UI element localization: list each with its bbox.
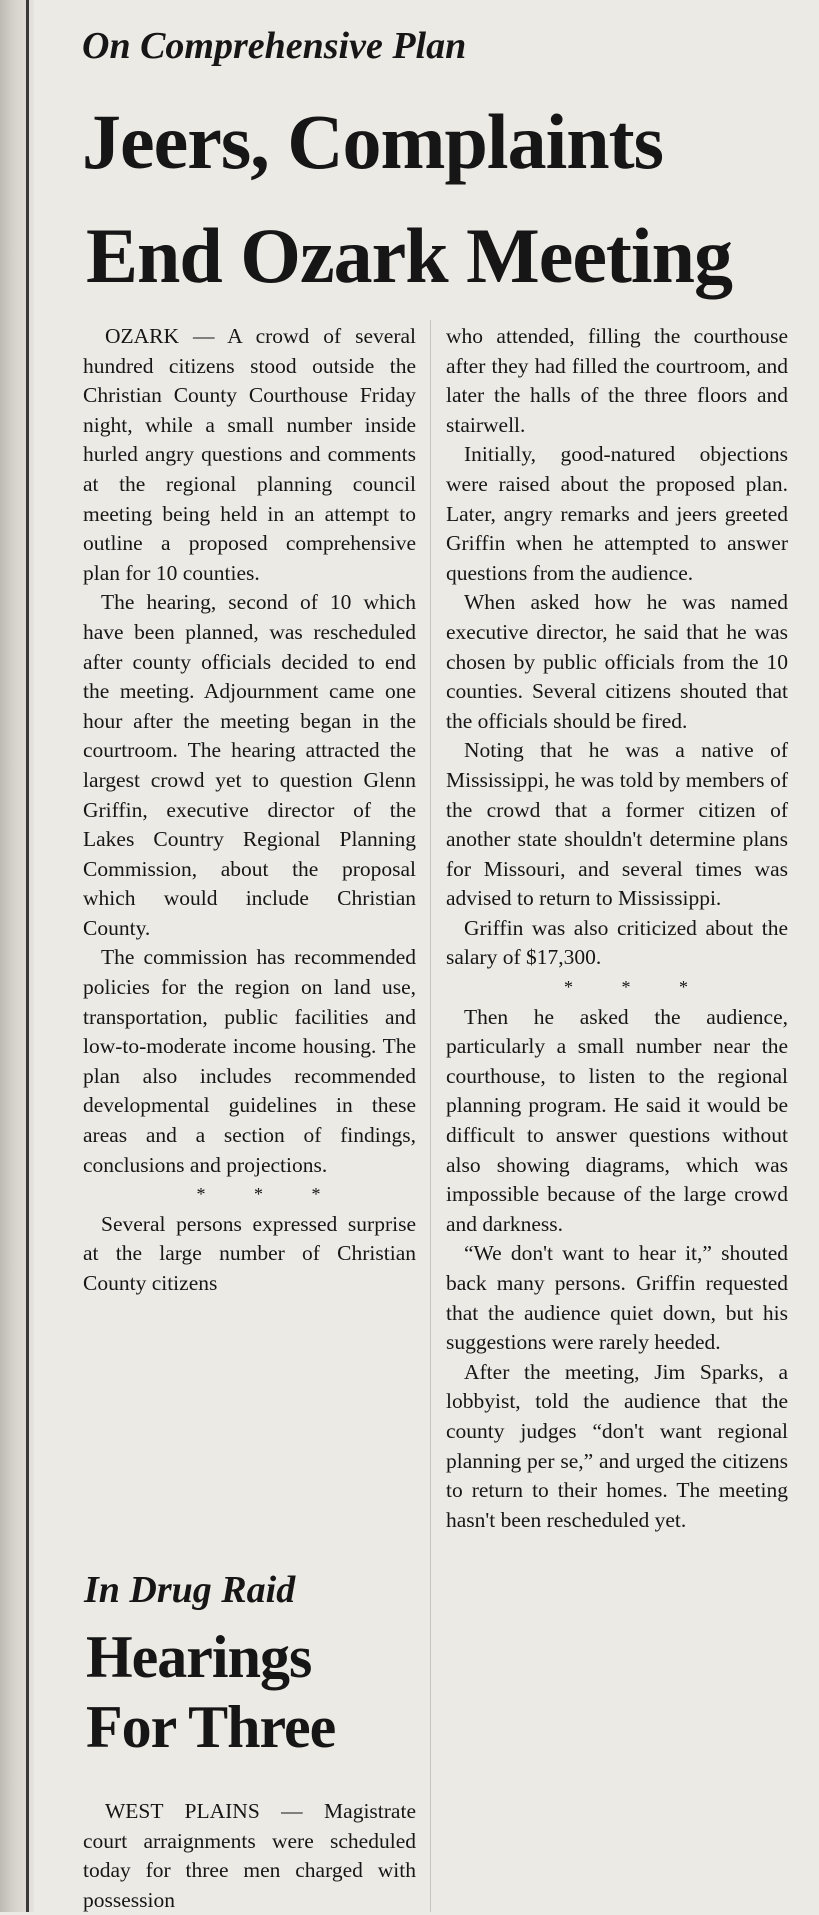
section-separator: * * * — [196, 1184, 343, 1205]
column-rule — [26, 0, 29, 1912]
article1-column1 — [83, 322, 416, 1299]
article-paragraph: Several persons expressed surprise at the large number of Christian County citizens — [83, 1211, 416, 1295]
article1-column2 — [446, 322, 788, 1535]
article1-headline-line2: End Ozark Meeting — [86, 212, 732, 299]
section-separator: * * * — [564, 977, 710, 998]
column-gutter — [430, 320, 431, 1912]
article2-column1 — [83, 1797, 416, 1915]
article-paragraph: Then he asked the audience, particularly a small number near the courthouse, to listen to the regional planning program. He said it would be difficult to answer questions without also showing diagrams, which was impossible because of the large crowd and darkness. — [446, 1004, 788, 1236]
article2-kicker: In Drug Raid — [84, 1569, 296, 1611]
article2-headline-line1: Hearings — [86, 1624, 312, 1690]
article1-kicker: On Comprehensive Plan — [82, 25, 467, 67]
article2-headline-line2: For Three — [86, 1694, 336, 1760]
article-paragraph: When asked how he was named executive director, he said that he was chosen by public officials from the 10 counties. Several citizens shouted that the officials should be fired. — [446, 590, 788, 733]
article-paragraph: The commission has recommended policies for the region on land use, transportation, public facilities and low-to-moderate income housing. The plan also includes recommended developmental guidelines in these areas and a section of findings, conclusions and projections. — [83, 945, 416, 1177]
article-paragraph: Griffin was also criticized about the salary of $17,300. — [446, 915, 788, 970]
article-paragraph: “We don't want to hear it,” shouted back many persons. Griffin requested that the audience quiet down, but his suggestions were rarely heeded. — [446, 1241, 788, 1355]
article-paragraph: After the meeting, Jim Sparks, a lobbyist, told the audience that the county judges “don't want regional planning per se,” and urged the citizens to return to their homes. The meeting hasn't been rescheduled yet. — [446, 1359, 788, 1532]
article-paragraph: Initially, good-natured objections were raised about the proposed plan. Later, angry remarks and jeers greeted Griffin when he attempted to answer questions from the audience. — [446, 442, 788, 585]
article-paragraph: who attended, filling the courthouse after they had filled the courtroom, and later the halls of the three floors and stairwell. — [446, 324, 788, 437]
article1-headline-line1: Jeers, Complaints — [82, 98, 663, 185]
article-paragraph: WEST PLAINS — Magistrate court arraignments were scheduled today for three men charged with possession — [83, 1799, 416, 1912]
article-paragraph: The hearing, second of 10 which have been planned, was rescheduled after county officials decided to end the meeting. Adjournment came one hour after the meeting began in the courtroom. The hearing attracted the largest crowd yet to question Glenn Griffin, executive director of the Lakes Country Regional Planning Commission, about the proposal which would include Christian County. — [83, 590, 416, 940]
article-paragraph: OZARK — A crowd of several hundred citizens stood outside the Christian County Courthouse Friday night, while a small number inside hurled angry questions and comments at the regional planning council meeting being held in an attempt to outline a proposed comprehensive plan for 10 counties. — [83, 324, 416, 585]
article-paragraph: Noting that he was a native of Mississippi, he was told by members of the crowd that a former citizen of another state shouldn't determine plans for Missouri, and several times was advised to return to Mississippi. — [446, 738, 788, 911]
